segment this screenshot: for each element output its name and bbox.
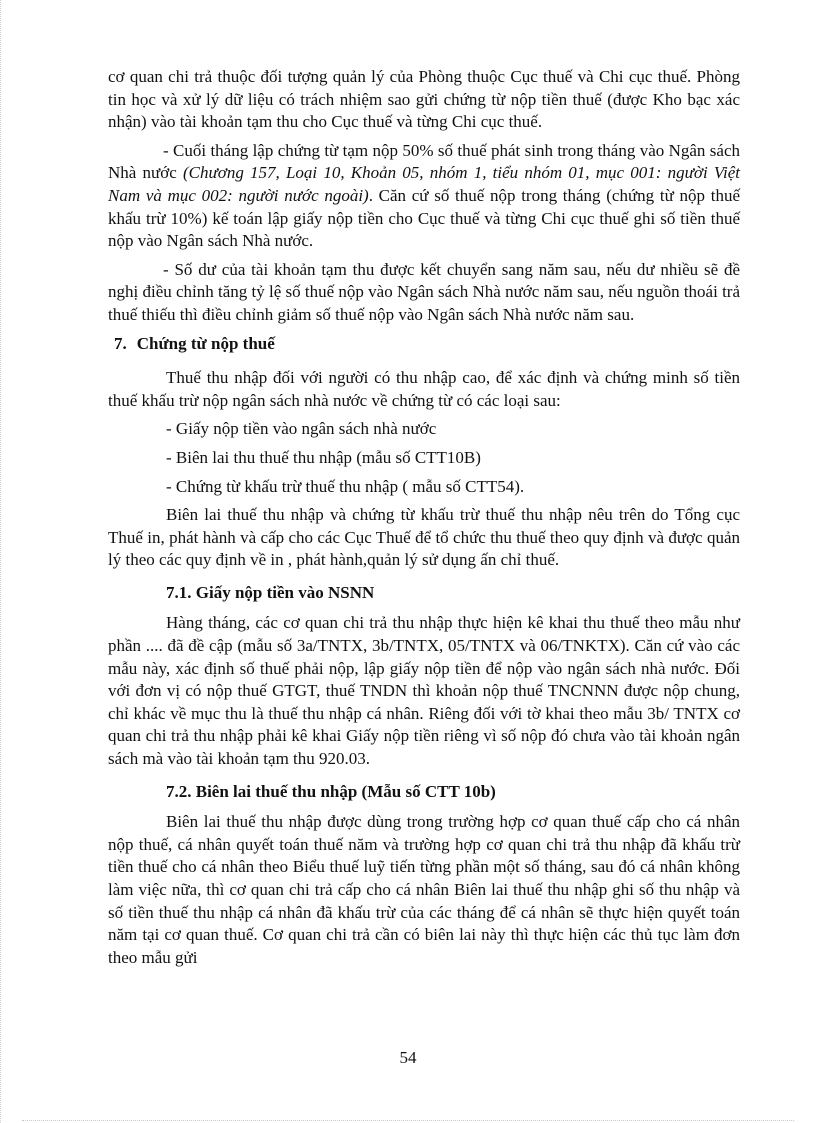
section-title: Chứng từ nộp thuế [136, 333, 275, 353]
list-item: - Biên lai thu thuế thu nhập (mẫu số CTT10B) [166, 447, 481, 467]
document-page [108, 66, 740, 975]
section-7-heading [114, 333, 740, 356]
section-7-2-heading: 7.2. Biên lai thuế thu nhập (Mẫu số CTT 10b) [166, 781, 496, 801]
paragraph-monthly-deposit [108, 140, 740, 253]
budget-code-italic: (Chương 157, Loại 10, Khoản 05, nhóm 1, tiểu nhóm 01, mục 001: người Việt Nam và mục 002: người nước ngoài) [108, 163, 740, 205]
page-number: 54 [399, 1048, 417, 1067]
page-bottom-border [22, 1120, 794, 1121]
paragraph-text: - Cuối tháng lập chứng từ tạm nộp 50% số thuế phát sinh trong tháng vào Ngân sách Nhà nước [108, 140, 740, 183]
section-7-2-body: Biên lai thuế thu nhập được dùng trong trường hợp cơ quan thuế cấp cho cá nhân nộp thuế, cá nhân quyết toán thuế năm và trường hợp cơ quan chi trả thu nhập đã khấu trừ tiền thuế cho cá nhân theo Biểu thuế luỹ tiến từng phần một số tháng, sau đó cá nhân không làm việc nữa, thì cơ quan chi trả cấp cho cá nhân Biên lai thuế thu nhập ghi số thu nhập và số tiền thuế thu nhập cá nhân đã khấu trừ của các tháng để cá nhân sẽ thực hiện quyết toán năm tại cơ quan thuế. Cơ quan chi trả cần có biên lai này thì thực hiện các thủ tục làm đơn theo mẫu gửi [108, 812, 740, 967]
section-7-1-body: Hàng tháng, các cơ quan chi trả thu nhập thực hiện kê khai thu thuế theo mẫu như phần .... đã đề cập (mẫu số 3a/TNTX, 3b/TNTX, 05/TNTX và 06/TNKTX). Căn cứ vào các mẫu này, xác định số thuế phải nộp, lập giấy nộp tiền để nộp vào ngân sách nhà nước. Đối với đơn vị có nộp thuế GTGT, thuế TNDN thì khoản nộp thuế TNCNNN được nộp chung, chỉ khác về mục thu là thuế thu nhập cá nhân. Riêng đối với tờ khai theo mẫu 3b/ TNTX cơ quan chi trả thu nhập phải kê khai Giấy nộp tiền riêng vì số nộp đó chưa vào tài khoản ngân sách mà vào tài khoản tạm thu 920.03. [108, 613, 740, 769]
section-7-intro: Thuế thu nhập đối với người có thu nhập cao, để xác định và chứng minh số tiền thuế khấu trừ nộp ngân sách nhà nước về chứng từ có các loại sau: [108, 368, 740, 410]
section-7-1-heading: 7.1. Giấy nộp tiền vào NSNN [166, 582, 375, 602]
paragraph-continuation: cơ quan chi trả thuộc đối tượng quản lý của Phòng thuộc Cục thuế và Chi cục thuế. Phòng tin học và xử lý dữ liệu có trách nhiệm sao gửi chứng từ nộp tiền thuế (được Kho bạc xác nhận) vào tài khoản tạm thu cho Cục thuế và từng Chi cục thuế. [108, 67, 740, 132]
margin-guide [0, 0, 1, 1123]
list-item: - Giấy nộp tiền vào ngân sách nhà nước [166, 419, 437, 439]
section-number: 7. [114, 333, 127, 353]
paragraph-text: . Căn cứ số thuế nộp trong tháng (chứng từ nộp thuế khấu trừ 10%) kế toán lập giấy nộp tiền cho Cục thuế và từng Chi cục thuế ghi số tiền thuế nộp vào Ngân sách Nhà nước. [108, 185, 740, 251]
paragraph-balance: - Số dư của tài khoản tạm thu được kết chuyển sang năm sau, nếu dư nhiều sẽ đề nghị điều chỉnh tăng tỷ lệ số thuế nộp vào Ngân sách Nhà nước năm sau, nếu nguồn thoái trả thuế thiếu thì điều chỉnh giảm số thuế nộp vào Ngân sách Nhà nước năm sau. [108, 259, 740, 324]
list-item: - Chứng từ khấu trừ thuế thu nhập ( mẫu số CTT54). [166, 476, 525, 496]
section-7-closing: Biên lai thuế thu nhập và chứng từ khấu trừ thuế thu nhập nêu trên do Tổng cục Thuế in, phát hành và cấp cho các Cục Thuế để tổ chức thu thuế theo quy định và được quản lý theo các quy định về in , phát hành,quản lý sử dụng ấn chỉ thuế. [108, 505, 740, 570]
